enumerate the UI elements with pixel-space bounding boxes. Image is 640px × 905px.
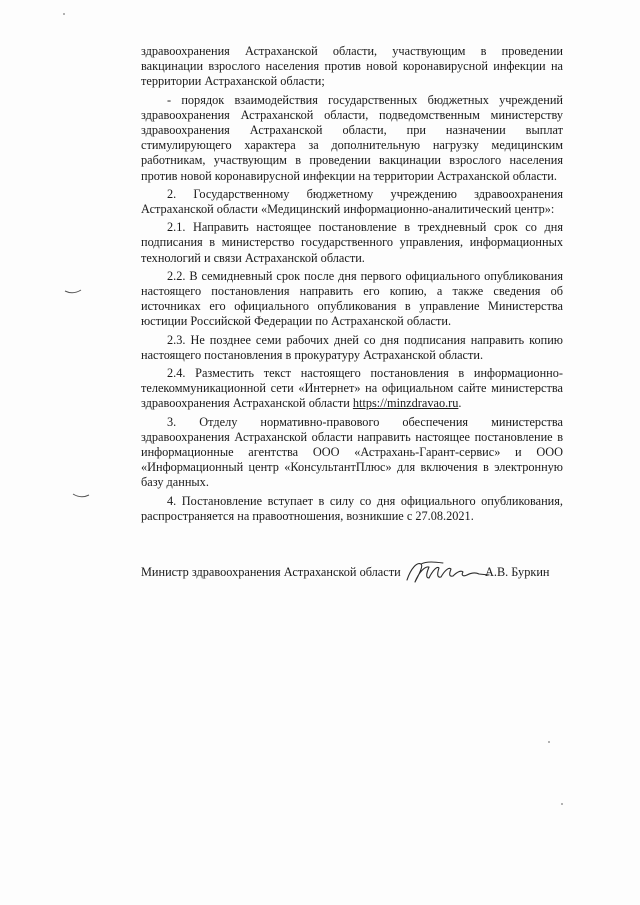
- ministry-website-link[interactable]: https://minzdravao.ru: [352, 396, 459, 411]
- paragraph: 3. Отделу нормативно-правового обеспечения министерства здравоохранения Астраханской области направить настоящее постановление в информационные агентства ООО «Астрахань-Гарант-сервис» и ООО «Информационный центр «КонсультантПлюс» для включения в электронную базу данных.: [141, 414, 563, 490]
- paragraph: 2.3. Не позднее семи рабочих дней со дня подписания направить копию настоящего постановления в прокуратуру Астраханской области.: [141, 332, 563, 362]
- signatory-name: А.В. Буркин: [485, 565, 550, 579]
- signatory-title: Министр здравоохранения Астраханской области: [141, 565, 401, 579]
- paragraph: 4. Постановление вступает в силу со дня официального опубликования, распространяется на правоотношения, возникшие с 27.08.2021.: [141, 493, 563, 523]
- link-suffix: .: [458, 396, 462, 411]
- document-body: [141, 44, 563, 527]
- scan-speck: [561, 803, 563, 805]
- paragraph: 2.2. В семидневный срок после дня первого официального опубликования настоящего постановления направить его копию, а также сведения об источниках его официального опубликования в управление Министерства юстиции Российской Федерации по Астраханской области.: [141, 268, 563, 329]
- scan-speck: [63, 13, 65, 15]
- paragraph: 2.1. Направить настоящее постановление в трехдневный срок со дня подписания в министерство государственного управления, информационных технологий и связи Астраханской области.: [141, 220, 563, 265]
- signature-block: [141, 565, 567, 585]
- paragraph: 2. Государственному бюджетному учреждению здравоохранения Астраханской области «Медицинский информационно-аналитический центр»:: [141, 186, 563, 217]
- paragraph-text: 2.4. Разместить текст настоящего постановления в информационно-телекоммуникационной сети «Интернет» на официальном сайте министерства здравоохранения Астраханской области: [141, 366, 563, 411]
- margin-pen-mark: [72, 487, 90, 495]
- paragraph: - порядок взаимодействия государственных бюджетных учреждений здравоохранения Астраханской области, подведомственным министерству здравоохранения Астраханской области, при назначении выплат стимулирующего характера за дополнительную нагрузку медицинским работникам, участвующим в проведении вакцинации взрослого населения против новой коронавирусной инфекции на территории Астраханской области.: [141, 92, 563, 183]
- margin-pen-mark: [64, 283, 82, 291]
- paragraph: здравоохранения Астраханской области, участвующим в проведении вакцинации взрослого населения против новой коронавирусной инфекции на территории Астраханской области;: [141, 44, 563, 89]
- paragraph-with-link: [141, 366, 563, 412]
- scan-speck: [548, 741, 550, 743]
